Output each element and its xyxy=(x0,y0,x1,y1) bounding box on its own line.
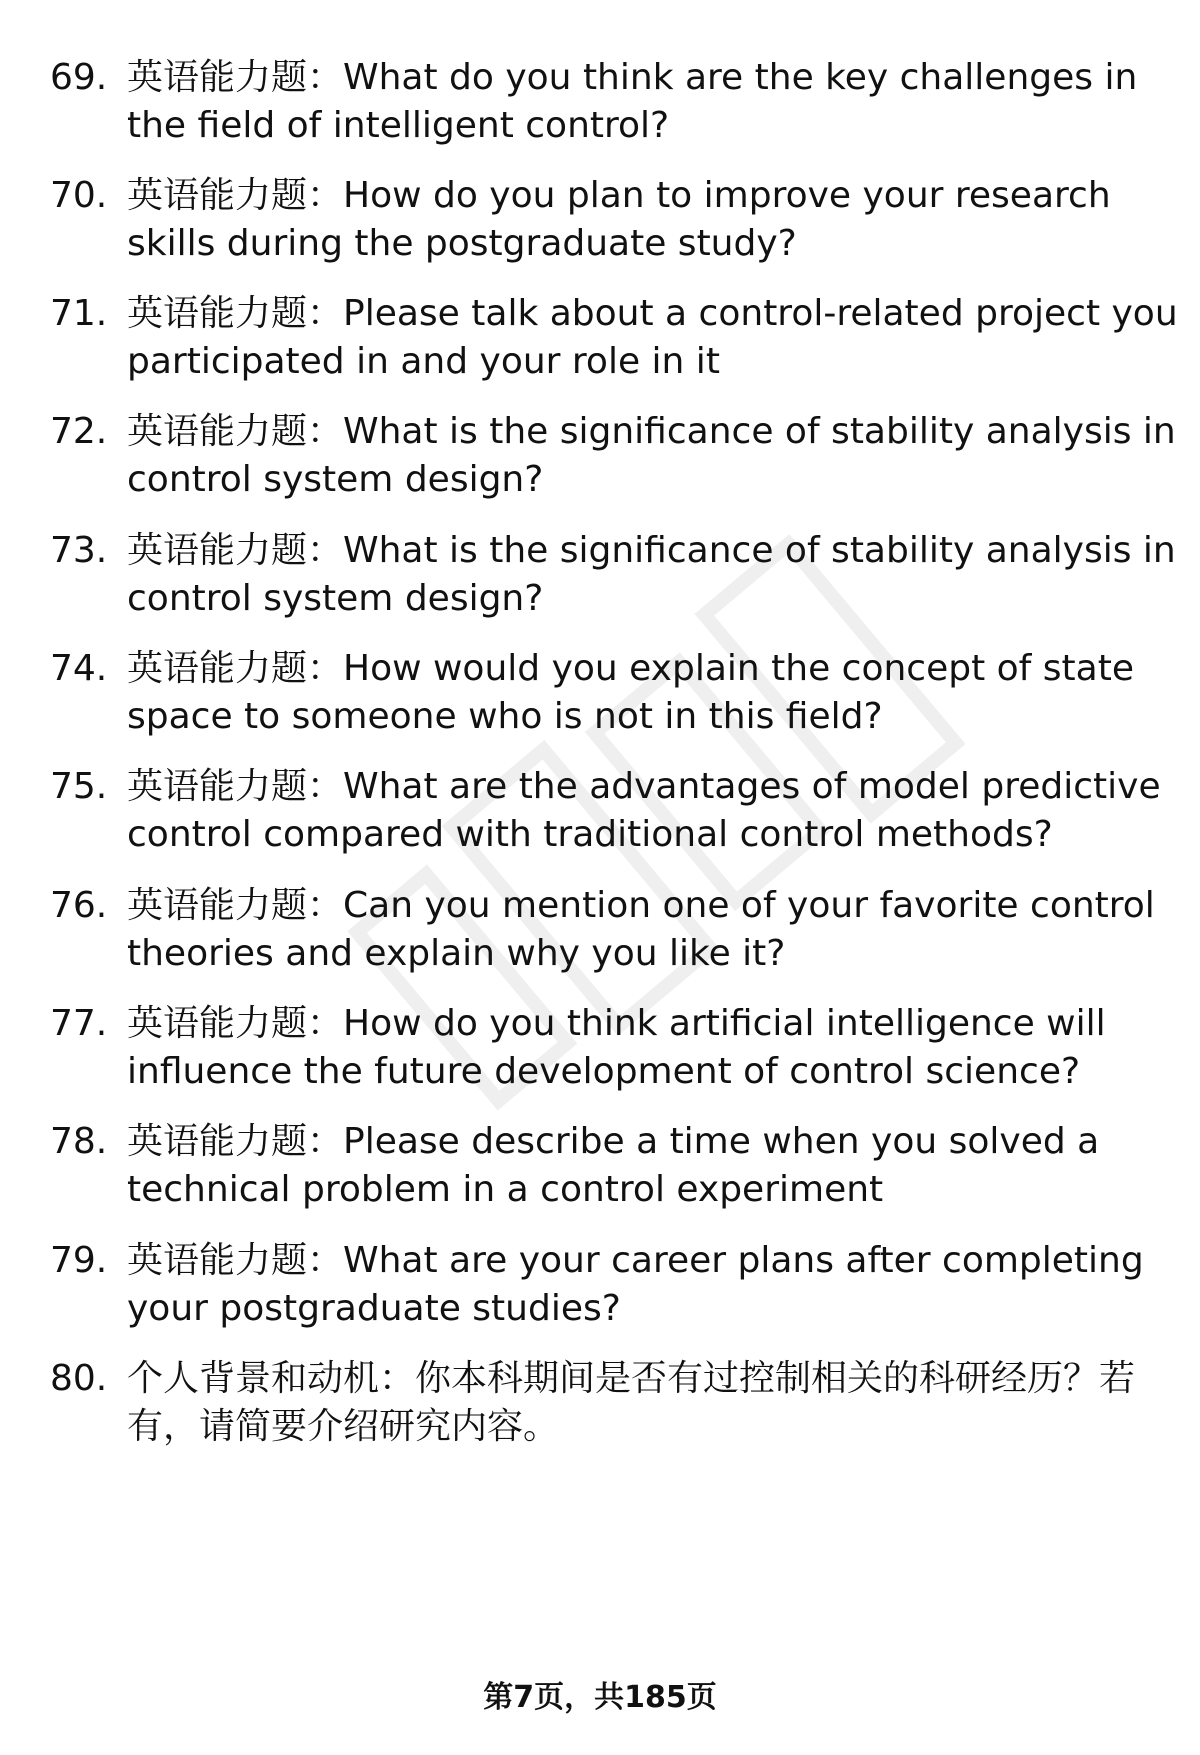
question-number: 70. xyxy=(50,175,108,216)
question-number: 72. xyxy=(50,411,108,452)
question-number: 74. xyxy=(50,648,108,689)
question-number: 77. xyxy=(50,1003,108,1044)
question-number: 78. xyxy=(50,1121,108,1162)
question-text: 英语能力题：Can you mention one of your favorite control theories and explain why you like it? xyxy=(127,885,1155,974)
question-number: 75. xyxy=(50,766,108,807)
question-number: 80. xyxy=(50,1358,108,1399)
question-text: 英语能力题：What is the significance of stability analysis in control system design? xyxy=(127,411,1176,500)
question-text: 英语能力题：How would you explain the concept of state space to someone who is not in this field? xyxy=(127,648,1134,737)
question-number: 69. xyxy=(50,57,108,98)
question-text: 英语能力题：What is the significance of stability analysis in control system design? xyxy=(127,530,1176,619)
question-text: 英语能力题：Please talk about a control-related project you participated in and your role in it xyxy=(127,293,1178,382)
question-text: 英语能力题：What do you think are the key challenges in the field of intelligent control? xyxy=(127,57,1138,146)
question-text: 英语能力题：What are your career plans after completing your postgraduate studies? xyxy=(127,1240,1144,1329)
question-number: 79. xyxy=(50,1240,108,1281)
question-text: 英语能力题：Please describe a time when you solved a technical problem in a control experiment xyxy=(127,1121,1100,1210)
question-number: 73. xyxy=(50,530,108,571)
question-text: 个人背景和动机：你本科期间是否有过控制相关的科研经历？若有，请简要介绍研究内容。 xyxy=(127,1358,1136,1447)
question-text: 英语能力题：How do you think artificial intelligence will influence the future development of control science? xyxy=(127,1003,1106,1092)
question-number: 71. xyxy=(50,293,108,334)
question-number: 76. xyxy=(50,885,108,926)
page-footer: 第7页，共185页 xyxy=(483,1680,717,1715)
question-text: 英语能力题：How do you plan to improve your research skills during the postgraduate study? xyxy=(127,175,1111,264)
question-text: 英语能力题：What are the advantages of model predictive control compared with traditional control methods? xyxy=(127,766,1161,855)
